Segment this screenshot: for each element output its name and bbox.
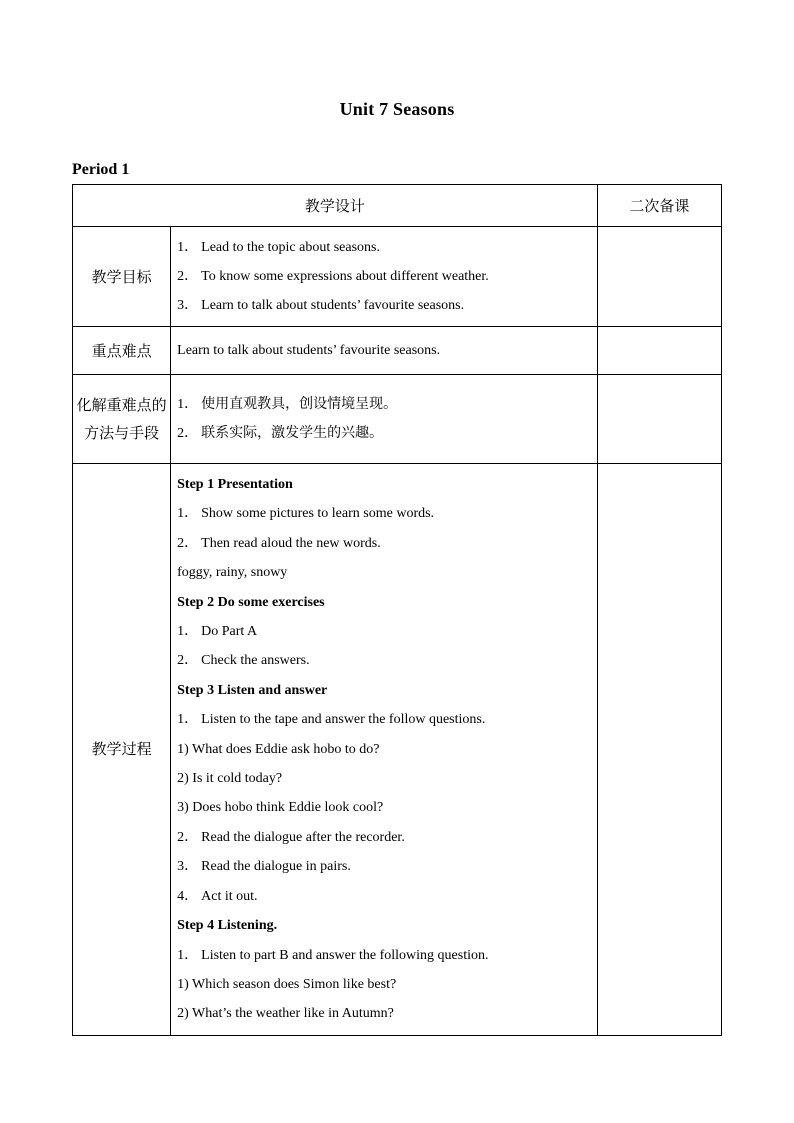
lesson-plan-table bbox=[72, 184, 722, 1036]
objective-line bbox=[177, 233, 591, 262]
process-number: 3． bbox=[177, 859, 199, 875]
key-points-label: 重点难点 bbox=[73, 327, 171, 375]
process-text: Check the answers. bbox=[201, 653, 310, 669]
key-points-content bbox=[171, 327, 598, 375]
process-content bbox=[171, 464, 598, 1036]
process-line bbox=[177, 941, 591, 970]
process-line bbox=[177, 793, 591, 822]
process-text: Read the dialogue in pairs. bbox=[201, 859, 351, 875]
objective-number: 3． bbox=[177, 298, 199, 313]
process-line bbox=[177, 558, 591, 587]
process-list bbox=[171, 464, 597, 1035]
process-line bbox=[177, 470, 591, 499]
process-text: Act it out. bbox=[201, 888, 258, 904]
process-text: 1) Which season does Simon like best? bbox=[177, 976, 397, 992]
method-text: 使用直观教具，创设情境呈现。 bbox=[201, 396, 398, 412]
process-line bbox=[177, 735, 591, 764]
methods-list bbox=[171, 384, 597, 454]
process-line bbox=[177, 646, 591, 675]
process-number: 1． bbox=[177, 506, 199, 522]
process-line bbox=[177, 764, 591, 793]
process-number: 4． bbox=[177, 888, 199, 904]
process-line bbox=[177, 823, 591, 852]
process-text: Step 2 Do some exercises bbox=[177, 594, 325, 610]
process-number: 2． bbox=[177, 653, 199, 669]
key-points-row bbox=[73, 327, 722, 375]
header-row bbox=[73, 185, 722, 227]
objective-line bbox=[177, 262, 591, 291]
objective-text: Learn to talk about students’ favourite seasons. bbox=[201, 298, 465, 313]
objectives-row bbox=[73, 227, 722, 327]
process-text: Read the dialogue after the recorder. bbox=[201, 829, 405, 845]
process-label: 教学过程 bbox=[73, 464, 171, 1036]
process-text: Step 1 Presentation bbox=[177, 477, 293, 492]
process-number: 2． bbox=[177, 535, 199, 551]
process-number: 1． bbox=[177, 712, 199, 728]
process-line bbox=[177, 676, 591, 705]
process-row bbox=[73, 464, 722, 1036]
objective-text: Lead to the topic about seasons. bbox=[201, 240, 380, 255]
process-number: 2． bbox=[177, 829, 199, 845]
method-line bbox=[177, 390, 591, 419]
process-line bbox=[177, 970, 591, 999]
key-points-text: Learn to talk about students’ favourite seasons. bbox=[177, 343, 441, 358]
method-text: 联系实际，激发学生的兴趣。 bbox=[201, 425, 384, 441]
process-line bbox=[177, 999, 591, 1028]
process-text: 3) Does hobo think Eddie look cool? bbox=[177, 800, 384, 816]
methods-row bbox=[73, 375, 722, 464]
method-line bbox=[177, 419, 591, 448]
method-number: 2． bbox=[177, 426, 199, 441]
objective-line bbox=[177, 291, 591, 320]
process-line bbox=[177, 852, 591, 881]
process-text: Listen to the tape and answer the follow questions. bbox=[201, 712, 486, 728]
process-line bbox=[177, 529, 591, 558]
methods-content bbox=[171, 375, 598, 464]
objectives-label: 教学目标 bbox=[73, 227, 171, 327]
process-text: Step 4 Listening. bbox=[177, 918, 278, 934]
process-text: 1) What does Eddie ask hobo to do? bbox=[177, 741, 380, 757]
process-text: 2) What’s the weather like in Autumn? bbox=[177, 1006, 394, 1022]
objective-number: 2． bbox=[177, 269, 199, 284]
methods-label: 化解重难点的方法与手段 bbox=[73, 375, 171, 464]
process-line bbox=[177, 705, 591, 734]
objective-text: To know some expressions about different weather. bbox=[201, 269, 489, 284]
key-points-notes-cell bbox=[597, 327, 721, 375]
process-text: Listen to part B and answer the following question. bbox=[201, 947, 489, 963]
objectives-list bbox=[171, 227, 597, 326]
process-line bbox=[177, 499, 591, 528]
document-title: Unit 7 Seasons bbox=[339, 99, 455, 119]
process-text: foggy, rainy, snowy bbox=[177, 565, 288, 581]
objective-number: 1． bbox=[177, 240, 199, 255]
period-heading: Period 1 bbox=[72, 161, 130, 178]
process-text: Do Part A bbox=[201, 624, 258, 640]
process-line bbox=[177, 588, 591, 617]
objectives-notes-cell bbox=[597, 227, 721, 327]
teaching-design-header: 教学设计 bbox=[73, 185, 598, 227]
methods-notes-cell bbox=[597, 375, 721, 464]
process-text: Step 3 Listen and answer bbox=[177, 682, 328, 698]
process-line bbox=[177, 882, 591, 911]
objectives-content bbox=[171, 227, 598, 327]
process-line bbox=[177, 911, 591, 940]
process-text: 2) Is it cold today? bbox=[177, 771, 283, 787]
secondary-prep-header: 二次备课 bbox=[597, 185, 721, 227]
process-text: Then read aloud the new words. bbox=[201, 535, 381, 551]
process-notes-cell bbox=[597, 464, 721, 1036]
process-line bbox=[177, 617, 591, 646]
process-number: 1． bbox=[177, 947, 199, 963]
method-number: 1． bbox=[177, 397, 199, 412]
process-text: Show some pictures to learn some words. bbox=[201, 506, 435, 522]
process-number: 1． bbox=[177, 624, 199, 640]
